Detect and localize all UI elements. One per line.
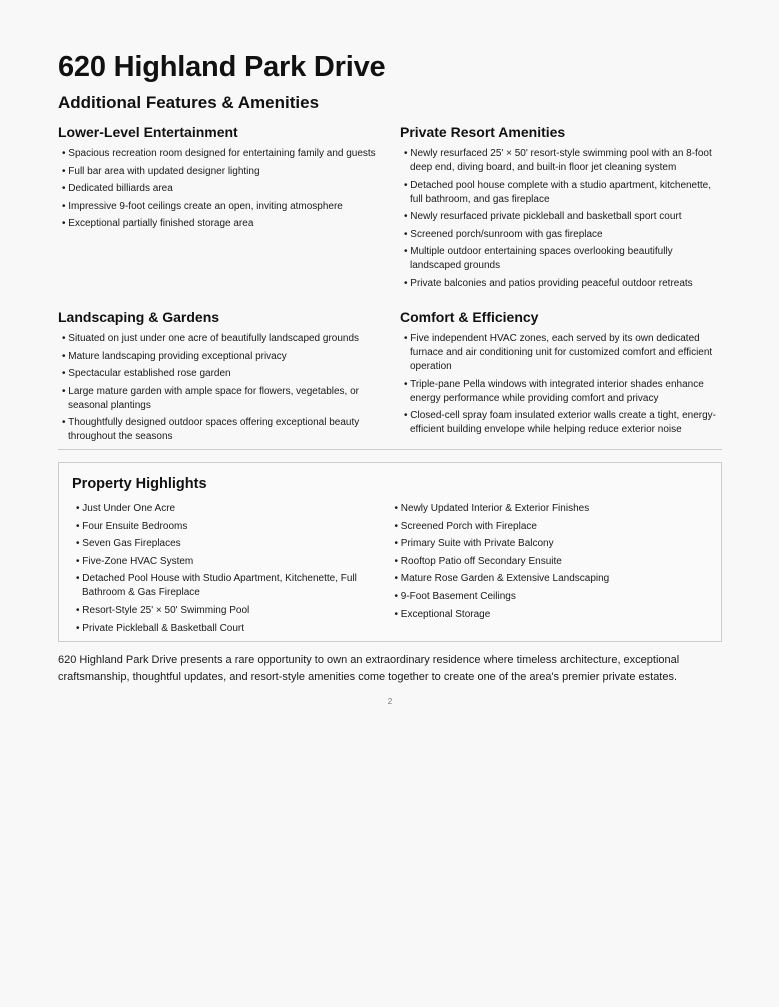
highlights-heading: Property Highlights xyxy=(72,476,207,492)
section-divider xyxy=(58,449,722,450)
feature-list xyxy=(404,332,722,437)
section-heading: Comfort & Efficiency xyxy=(400,309,539,325)
list-item: • Closed-cell spray foam insulated exterior walls create a tight, energy-efficient building envelope while helping reduce exterior noise xyxy=(404,409,722,437)
list-item: • Mature landscaping providing exceptional privacy xyxy=(62,350,390,364)
list-item: • Primary Suite with Private Balcony xyxy=(395,537,710,551)
highlights-list xyxy=(395,502,710,622)
list-item: • Full bar area with updated designer lighting xyxy=(62,165,390,179)
list-item: • Thoughtfully designed outdoor spaces offering exceptional beauty throughout the seasons xyxy=(62,416,390,444)
list-item: • Detached pool house complete with a studio apartment, kitchenette, full bathroom, and gas fireplace xyxy=(404,179,722,207)
page-content xyxy=(58,48,722,706)
list-item: • Five independent HVAC zones, each served by its own dedicated furnace and air conditioning unit for customized comfort and efficient operation xyxy=(404,332,722,374)
section-comfort-efficiency xyxy=(390,307,722,449)
features-grid xyxy=(58,122,722,449)
page-subtitle: Additional Features & Amenities xyxy=(58,93,320,112)
section-heading: Private Resort Amenities xyxy=(400,124,566,140)
list-item: • Four Ensuite Bedrooms xyxy=(76,520,391,534)
section-lower-level-entertainment xyxy=(58,122,390,307)
list-item: • Newly resurfaced 25' × 50' resort-style swimming pool with an 8-foot deep end, diving board, and built-in floor jet cleaning system xyxy=(404,147,722,175)
list-item: • Seven Gas Fireplaces xyxy=(76,537,391,551)
list-item: • Just Under One Acre xyxy=(76,502,391,516)
list-item: • Private balconies and patios providing peaceful outdoor retreats xyxy=(404,277,722,291)
list-item: • Five-Zone HVAC System xyxy=(76,555,391,569)
list-item: • Situated on just under one acre of beautifully landscaped grounds xyxy=(62,332,390,346)
list-item: • Resort-Style 25' × 50' Swimming Pool xyxy=(76,604,391,618)
summary-paragraph: 620 Highland Park Drive presents a rare opportunity to own an extraordinary residence where timeless architecture, exceptional craftsmanship, thoughtful updates, and resort-style amenities come together to create one of the area's premier private estates. xyxy=(58,654,680,683)
list-item: • Spectacular established rose garden xyxy=(62,367,390,381)
list-item: • Detached Pool House with Studio Apartment, Kitchenette, Full Bathroom & Gas Fireplace xyxy=(76,572,391,600)
feature-list xyxy=(62,147,390,231)
list-item: • Exceptional Storage xyxy=(395,608,710,622)
list-item: • Private Pickleball & Basketball Court xyxy=(76,622,391,636)
list-item: • Multiple outdoor entertaining spaces overlooking beautifully landscaped grounds xyxy=(404,245,722,273)
section-landscaping-gardens xyxy=(58,307,390,449)
list-item: • Triple-pane Pella windows with integrated interior shades enhance energy performance while providing comfort and privacy xyxy=(404,378,722,406)
highlights-column-left xyxy=(72,497,391,639)
section-heading: Landscaping & Gardens xyxy=(58,309,220,325)
highlights-grid xyxy=(72,497,709,639)
list-item: • Newly Updated Interior & Exterior Finishes xyxy=(395,502,710,516)
section-heading: Lower-Level Entertainment xyxy=(58,124,238,140)
list-item: • Mature Rose Garden & Extensive Landscaping xyxy=(395,572,710,586)
list-item: • Large mature garden with ample space for flowers, vegetables, or seasonal plantings xyxy=(62,385,390,413)
feature-list xyxy=(404,147,722,291)
list-item: • Screened Porch with Fireplace xyxy=(395,520,710,534)
section-private-resort-amenities xyxy=(390,122,722,307)
property-highlights-box xyxy=(58,462,722,642)
list-item: • Dedicated billiards area xyxy=(62,182,390,196)
page-number: 2 xyxy=(387,697,393,706)
page-title: 620 Highland Park Drive xyxy=(58,51,386,83)
list-item: • Rooftop Patio off Secondary Ensuite xyxy=(395,555,710,569)
highlights-column-right xyxy=(391,497,710,639)
list-item: • Impressive 9-foot ceilings create an open, inviting atmosphere xyxy=(62,200,390,214)
list-item: • Newly resurfaced private pickleball and basketball sport court xyxy=(404,210,722,224)
list-item: • Exceptional partially finished storage area xyxy=(62,217,390,231)
list-item: • Screened porch/sunroom with gas fireplace xyxy=(404,228,722,242)
highlights-list xyxy=(76,502,391,636)
feature-list xyxy=(62,332,390,444)
list-item: • Spacious recreation room designed for entertaining family and guests xyxy=(62,147,390,161)
list-item: • 9-Foot Basement Ceilings xyxy=(395,590,710,604)
